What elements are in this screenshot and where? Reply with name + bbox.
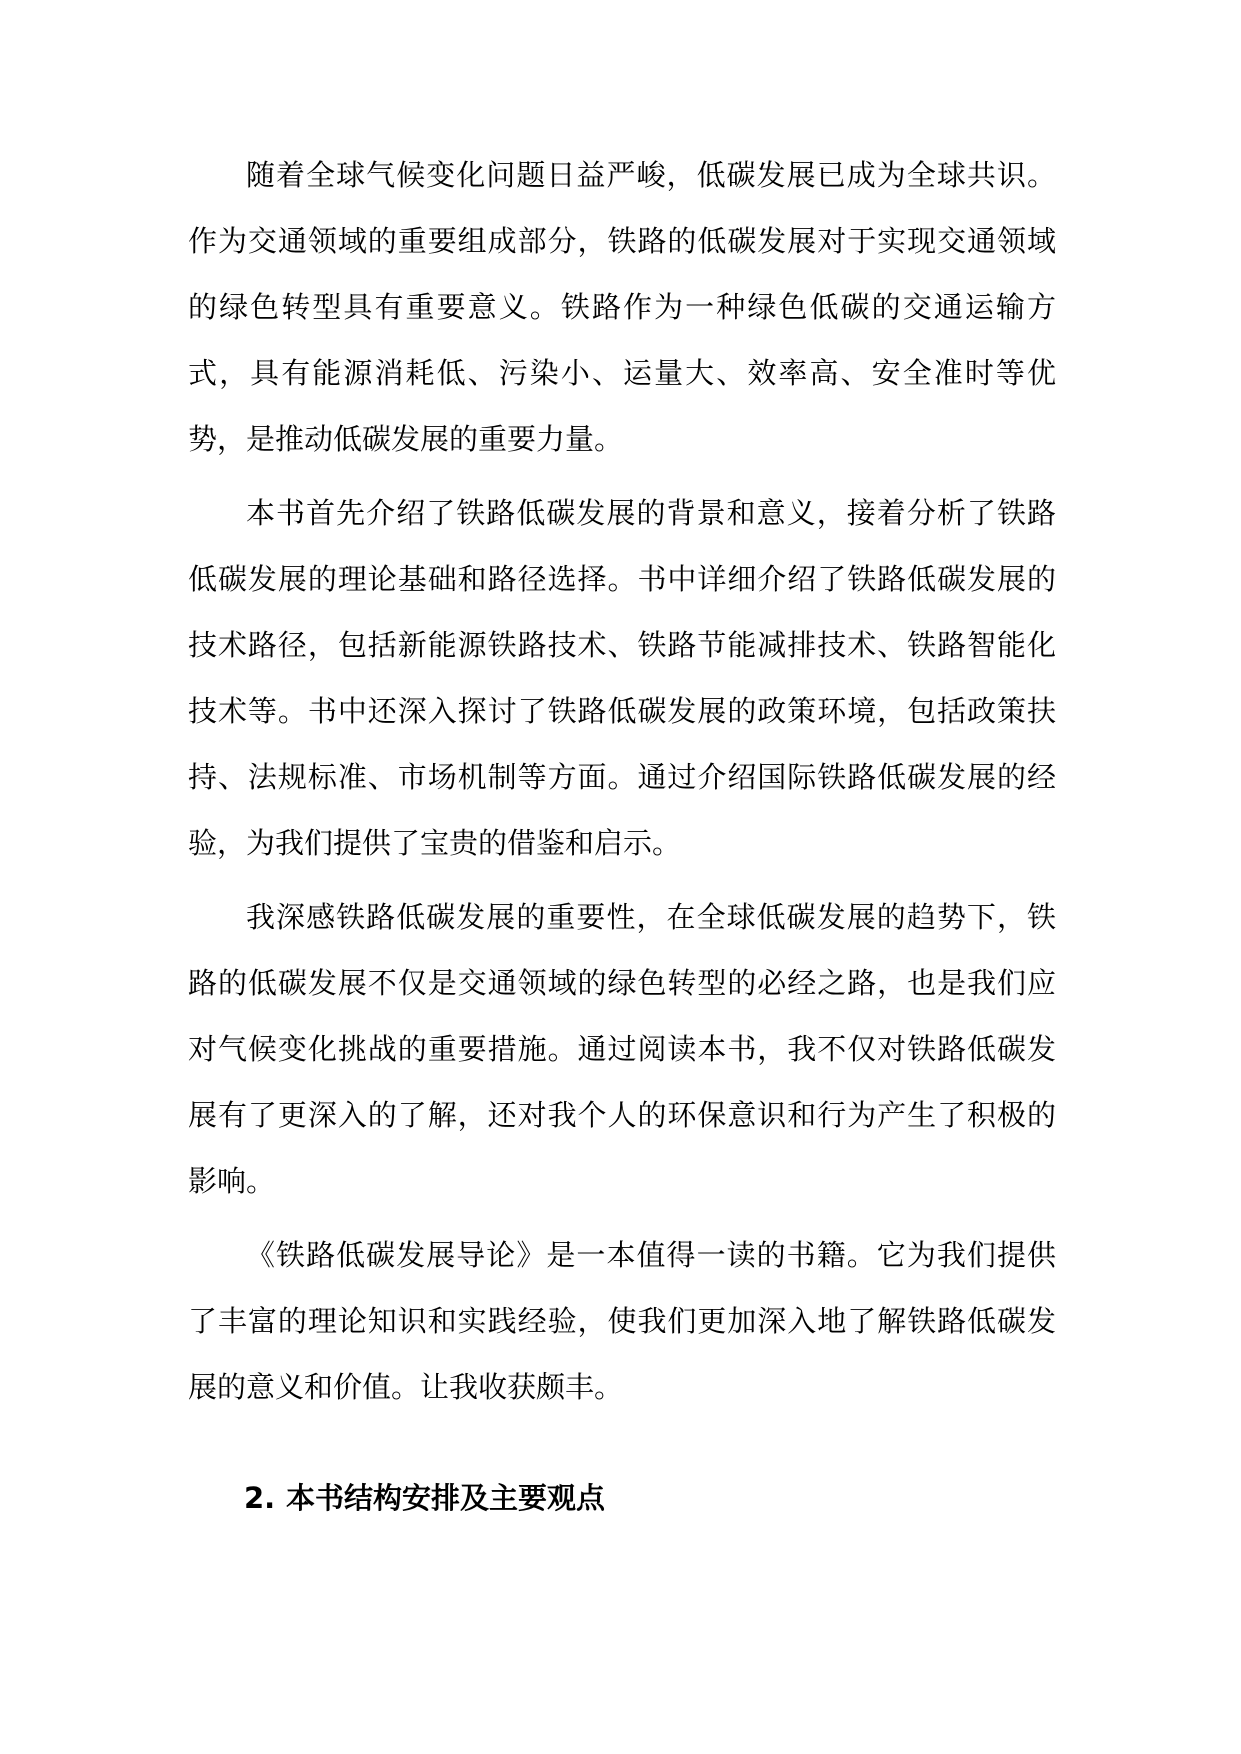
document-body	[188, 142, 1056, 1428]
paragraph-4: 《铁路低碳发展导论》是一本值得一读的书籍。它为我们提供了丰富的理论知识和实践经验，使我们更加深入地了解铁路低碳发展的意义和价值。让我收获颇丰。	[188, 1238, 1056, 1404]
paragraph-1: 随着全球气候变化问题日益严峻，低碳发展已成为全球共识。作为交通领域的重要组成部分，铁路的低碳发展对于实现交通领域的绿色转型具有重要意义。铁路作为一种绿色低碳的交通运输方式，具有能源消耗低、污染小、运量大、效率高、安全准时等优势，是推动低碳发展的重要力量。	[188, 158, 1056, 456]
section-number: 2.	[244, 1481, 276, 1515]
section-heading	[244, 1478, 605, 1518]
paragraph-2: 本书首先介绍了铁路低碳发展的背景和意义，接着分析了铁路低碳发展的理论基础和路径选择。书中详细介绍了铁路低碳发展的技术路径，包括新能源铁路技术、铁路节能减排技术、铁路智能化技术等。书中还深入探讨了铁路低碳发展的政策环境，包括政策扶持、法规标准、市场机制等方面。通过介绍国际铁路低碳发展的经验，为我们提供了宝贵的借鉴和启示。	[188, 496, 1056, 860]
paragraph-3: 我深感铁路低碳发展的重要性，在全球低碳发展的趋势下，铁路的低碳发展不仅是交通领域的绿色转型的必经之路，也是我们应对气候变化挑战的重要措施。通过阅读本书，我不仅对铁路低碳发展有了更深入的了解，还对我个人的环保意识和行为产生了积极的影响。	[188, 900, 1056, 1198]
section-title: 本书结构安排及主要观点	[286, 1481, 606, 1515]
